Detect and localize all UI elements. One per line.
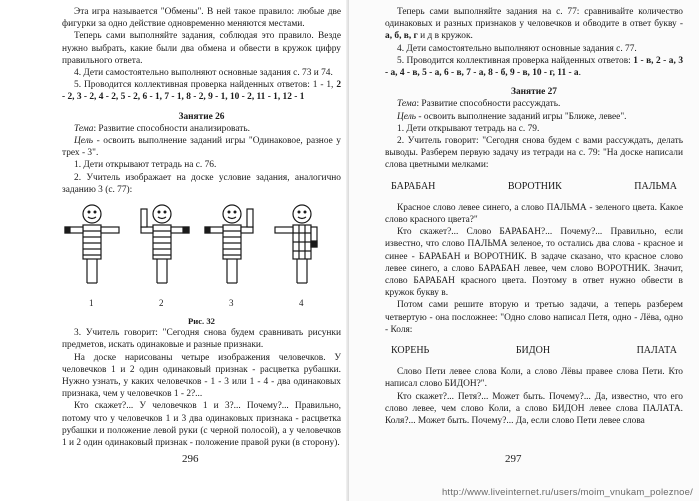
lesson-26-title: Занятие 26 (178, 111, 225, 122)
lesson-27-step-1: 1. Дети открывают тетрадь на с. 79. (397, 123, 540, 134)
lesson-27-paragraph-5: Потом сами решите вторую и третью задачи, а теперь разберем четвертую - она посложнее: "Одно слово написал Петя, одно - Лёва, одно - Коля: (385, 300, 683, 335)
stick-figures-illustration (62, 201, 341, 297)
right-answers-tail: . (578, 68, 581, 79)
lesson-26-step-2: 2. Учитель изображает на доске условие задания, аналогично заданию 3 (с. 77): (62, 172, 341, 195)
word-palata: ПАЛАТА (636, 345, 677, 357)
goal-label: Цель (74, 136, 94, 147)
lesson-27-theme (385, 98, 683, 110)
figure-32 (62, 201, 341, 313)
word-row-1 (385, 181, 683, 193)
lesson-26-paragraph-4: На доске нарисованы четыре изображения человечков. У человечков 1 и 2 один одинаковый признак - расцветка рубашки. Нужно узнать, у каких человечков - 1 - 3 или 1 - 4 - два одинаковых признака, чем у человечков 1 - 2?... (62, 352, 341, 400)
lesson-27-paragraph-3: Красное слово левее синего, а слово ПАЛЬМА - зеленого цвета. Какое слово красного цвета?" (385, 202, 683, 226)
left-page (0, 0, 349, 501)
right-p1-text: Теперь сами выполняйте задания на с. 77: сравнивайте количество одинаковых и разных признаков у человечков и обводите в ответ букву - (385, 7, 683, 30)
figure-label-3: 3 (229, 298, 234, 309)
left-answers-bold: 2 - 2, 3 - 2, 4 - 2, 5 - 2, 6 - 1, 7 - 1, 8 - 2, 9 - 1, 10 - 2, 11 - 1, 12 - 1 (62, 80, 342, 103)
lesson-26-paragraph-5: Кто скажет?... У человечков 1 и 3?... Почему?... Правильно, потому что у человечков 1 и 3 два одинаковых признака - расцветка рубашки и положение левой руки (с черной полосой), а у человечков 1 и 2 один одинаковый признак - положение правой руки (в сторону). (62, 401, 341, 449)
left-paragraph-3: 4. Дети самостоятельно выполняют основные задания с. 73 и 74. (74, 68, 333, 79)
right-answers (385, 55, 683, 79)
word-palma: ПАЛЬМА (634, 180, 677, 192)
right-answers-lead: 5. Проводится коллективная проверка найденных ответов: (397, 55, 631, 66)
figure-2-drawing (141, 205, 189, 283)
page-number-left: 296 (182, 452, 199, 465)
figure-caption: Рис. 32 (188, 316, 215, 327)
theme-label: Тема (74, 123, 94, 134)
lesson-27-paragraph-6: Слово Пети левее слова Коли, а слово Лёвы правее слова Пети. Кто написал слово БИДОН?". (385, 367, 683, 390)
figure-1-drawing (65, 205, 119, 283)
theme-label: Тема (397, 99, 417, 110)
figure-4-drawing (275, 205, 317, 283)
lesson-27-step-2: 2. Учитель говорит: "Сегодня снова будем с вами рассуждать, делать выводы. Разберем первую задачу из тетради на с. 79: "На доске написали слова цветными мелками: (385, 136, 683, 171)
left-answers-lead: 5. Проводится коллективная проверка найденных ответов: 1 - 1, (74, 80, 334, 91)
figure-label-1: 1 (89, 298, 94, 309)
goal-text: - освоить выполнение заданий игры "Ближе, левее". (416, 111, 627, 122)
figure-label-2: 2 (159, 298, 164, 309)
lesson-27-title: Занятие 27 (511, 87, 557, 98)
figure-3-drawing (205, 205, 253, 283)
word-row-2 (385, 345, 683, 357)
word-koren: КОРЕНЬ (391, 345, 430, 357)
left-paragraph-2: Теперь сами выполняйте задания, соблюдая это правило. Везде нужно выбрать, какие были два обмена и обвести в кружок цифру правильного ответа. (62, 31, 341, 66)
figure-label-4: 4 (299, 298, 304, 309)
right-p1-bold: а, б, в, г (385, 31, 418, 42)
right-answers-bold-b: 2 - а, 3 - а, 4 - в, 5 - а, 6 - в, 7 - а, 8 - б, 9 - в, 10 - г, 11 - а (385, 55, 684, 79)
lesson-26-step-1: 1. Дети открывают тетрадь на с. 76. (74, 160, 217, 171)
watermark-url: http://www.liveinternet.ru/users/moim_vnukam_poleznoe/ (441, 487, 693, 498)
word-baraban: БАРАБАН (391, 180, 436, 192)
theme-text: : Развитие способности анализировать. (93, 123, 250, 134)
right-p1-tail: и д в кружок. (417, 31, 473, 42)
lesson-26-goal (62, 135, 341, 159)
theme-text: : Развитие способности рассуждать. (416, 99, 561, 110)
page-number-right: 297 (505, 452, 522, 465)
lesson-26-step-3: 3. Учитель говорит: "Сегодня снова будем сравнивать рисунки предметов, искать одинаковые и разные признаки. (62, 328, 341, 351)
lesson-26-theme (62, 123, 341, 135)
left-paragraph-1: Эта игра называется "Обмены". В ней такое правило: любые две фигурки за одно действие одновременно меняются местами. (62, 7, 341, 30)
left-answers (62, 79, 341, 103)
right-paragraph-1 (385, 6, 683, 43)
lesson-27-paragraph-7: Кто скажет?... Петя?... Может быть. Почему?... Да, известно, что его слово левее, чем слово Коли, а слово БИДОН левее слова ПАЛАТА. Коля?... Может быть. Почему?... Да, если слово Пети левее слова (385, 391, 683, 427)
word-bidon: БИДОН (515, 345, 551, 357)
lesson-27-goal (385, 111, 683, 123)
right-answers-bold-a: 1 - в, (630, 55, 654, 66)
goal-label: Цель (397, 111, 417, 122)
right-page (349, 0, 699, 501)
lesson-27-paragraph-4: Кто скажет?... Слово БАРАБАН?... Почему?... Правильно, если известно, что слово ПАЛЬМА зеленое, то остались два слова - красное и синее - БАРАБАН и ВОРОТНИК. В задаче сказано, что красное слово левее синего, а слово БАРАБАН левее, чем слово ВОРОТНИК. Значит, слово БАРАБАН красного цвета. Поэтому в ответ нужно обвести в кружок букву в. (385, 227, 683, 299)
right-paragraph-2: 4. Дети самостоятельно выполняют основные задания с. 77. (397, 43, 637, 54)
goal-text: - освоить выполнение заданий игры "Одинаковое, разное у трех - 3". (62, 136, 341, 159)
word-vorotnik: ВОРОТНИК (507, 180, 562, 192)
